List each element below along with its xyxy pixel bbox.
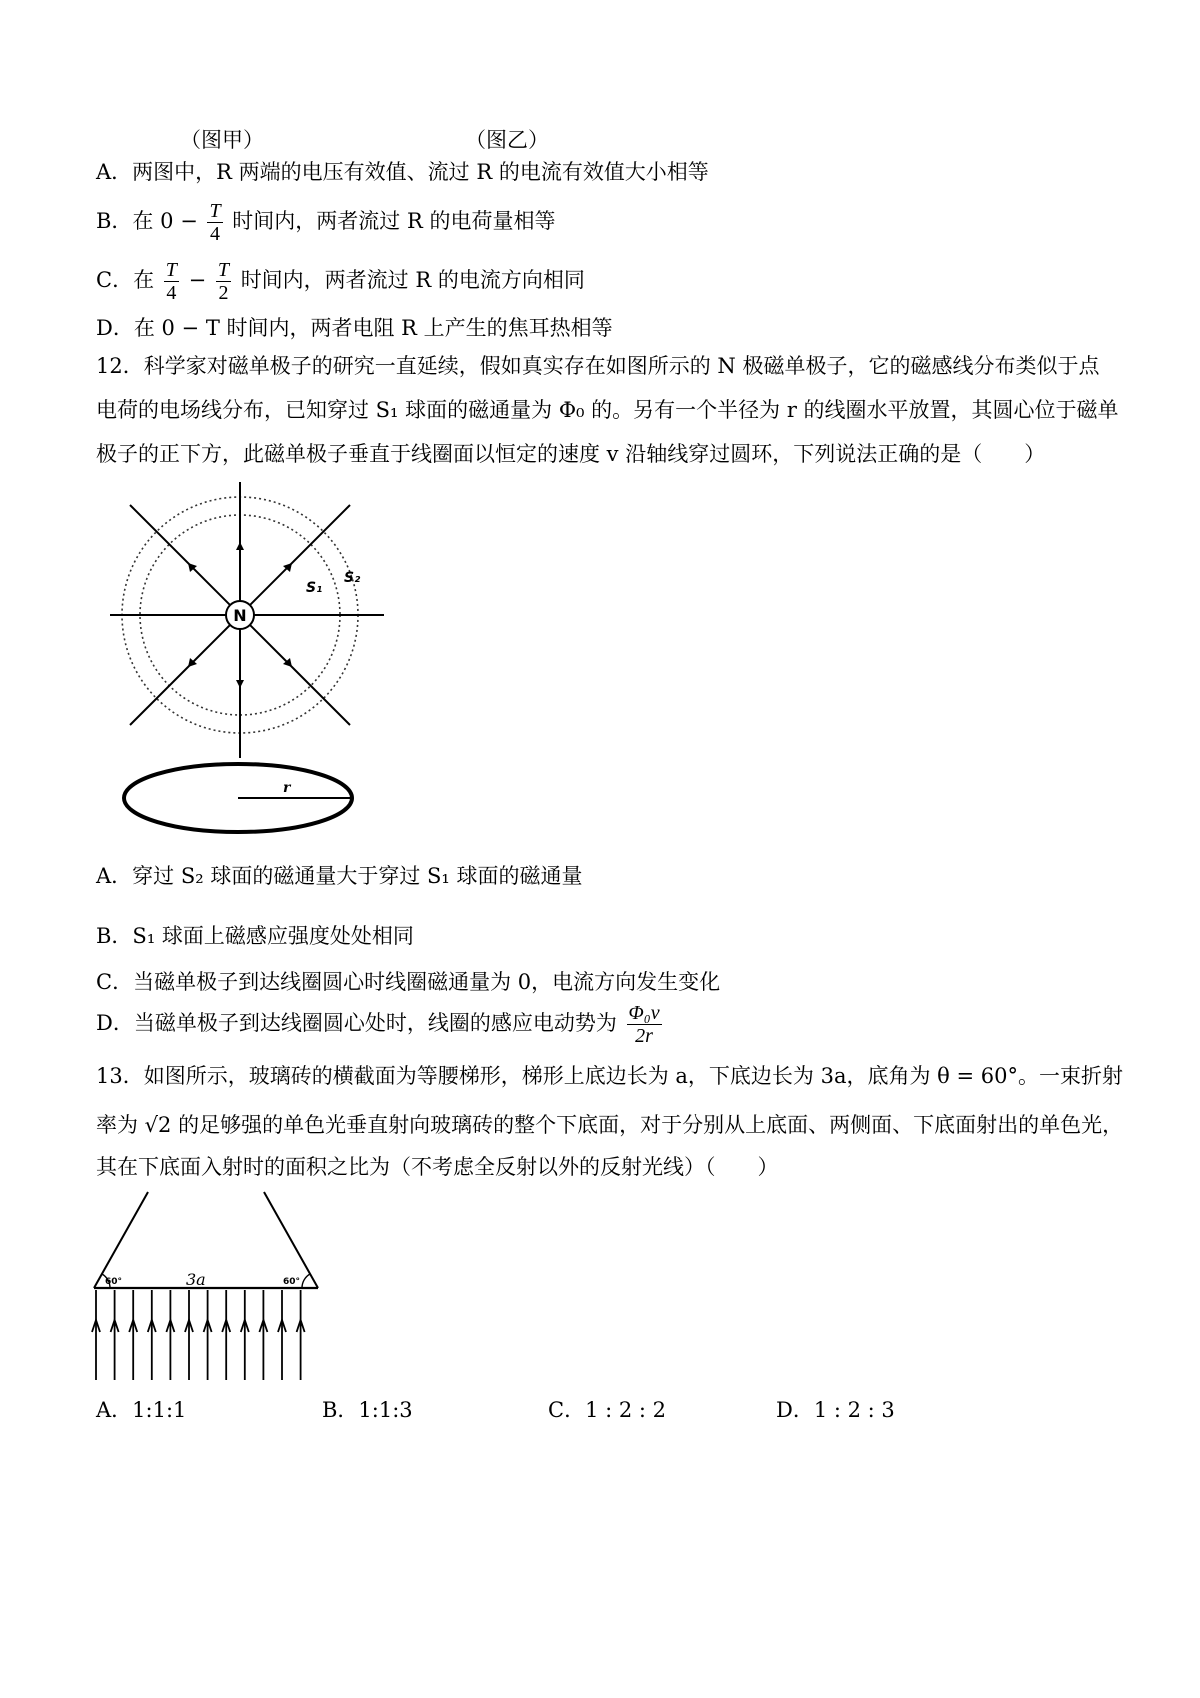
q11-option-d: D．在 0 − T 时间内，两者电阻 R 上产生的焦耳热相等 bbox=[96, 316, 613, 340]
q11-c-minus: − bbox=[188, 268, 207, 292]
q12-stem-line-3: 极子的正下方，此磁单极子垂直于线圈面以恒定的速度 v 沿轴线穿过圆环，下列说法正确的是（ ） bbox=[96, 442, 1046, 466]
q11-b-prefix: B．在 bbox=[96, 209, 154, 233]
q11-c-fraction-1 bbox=[164, 259, 179, 304]
label-s2: S₂ bbox=[344, 570, 361, 586]
caption-fig-yi: （图乙） bbox=[465, 128, 549, 152]
arrow-up-icon bbox=[236, 542, 244, 550]
caption-fig-jia: （图甲） bbox=[180, 128, 264, 152]
q11-b-suffix: 时间内，两者流过 R 的电荷量相等 bbox=[232, 209, 556, 233]
q12-option-d bbox=[96, 1002, 665, 1047]
q13-trapezoid-figure bbox=[88, 1190, 348, 1390]
arrow-down-icon bbox=[236, 680, 244, 688]
incident-light-rays bbox=[92, 1290, 305, 1380]
q11-option-c bbox=[96, 259, 585, 304]
q12-stem-line-1: 12．科学家对磁单极子的研究一直延续，假如真实存在如图所示的 N 极磁单极子，它的磁感线分布类似于点 bbox=[96, 354, 1100, 378]
q11-option-b bbox=[96, 200, 555, 245]
q12-d-denominator: 2r bbox=[635, 1025, 653, 1047]
angle-label-right: 60° bbox=[283, 1277, 301, 1287]
q12-d-numerator: Φ₀v bbox=[628, 1002, 660, 1024]
q11-c-suffix: 时间内，两者流过 R 的电流方向相同 bbox=[240, 268, 585, 292]
q11-b-fraction bbox=[207, 200, 222, 245]
label-s1: S₁ bbox=[306, 580, 323, 596]
q11-b-minus: − bbox=[180, 209, 198, 233]
q11-c-denominator-2: 2 bbox=[218, 282, 229, 304]
q12-option-b: B．S₁ 球面上磁感应强度处处相同 bbox=[96, 924, 414, 948]
coil-radius-label: r bbox=[283, 780, 291, 796]
q13-option-c: C．1 : 2 : 2 bbox=[548, 1398, 667, 1422]
angle-arc-right bbox=[302, 1274, 310, 1288]
north-pole-label: N bbox=[233, 606, 247, 625]
trapezoid-right-side bbox=[264, 1192, 318, 1288]
q11-c-fraction-2 bbox=[216, 259, 231, 304]
base-length-label: 3a bbox=[186, 1270, 206, 1289]
q12-monopole-figure bbox=[110, 480, 410, 850]
q12-option-c: C．当磁单极子到达线圈圆心时线圈磁通量为 0，电流方向发生变化 bbox=[96, 970, 721, 994]
q13-option-b: B．1:1:3 bbox=[322, 1398, 413, 1422]
q11-b-denominator: 4 bbox=[210, 223, 221, 245]
q11-c-prefix: C．在 bbox=[96, 268, 155, 292]
q13-stem-line-1: 13．如图所示，玻璃砖的横截面为等腰梯形，梯形上底边长为 a，下底边长为 3a，底角为 θ = 60°。一束折射 bbox=[96, 1064, 1123, 1088]
q11-b-numerator: T bbox=[209, 200, 221, 222]
q11-c-denominator-1: 4 bbox=[166, 282, 177, 304]
q12-d-fraction bbox=[627, 1002, 662, 1047]
q12-stem-line-2: 电荷的电场线分布，已知穿过 S₁ 球面的磁通量为 Φ₀ 的。另有一个半径为 r 的线圈水平放置，其圆心位于磁单 bbox=[96, 398, 1119, 422]
q11-c-numerator-2: T bbox=[217, 259, 229, 281]
q13-option-d: D．1 : 2 : 3 bbox=[776, 1398, 895, 1422]
q12-d-prefix: D．当磁单极子到达线圈圆心处时，线圈的感应电动势为 bbox=[96, 1011, 617, 1035]
q11-b-zero: 0 bbox=[160, 209, 174, 233]
q13-option-a: A．1:1:1 bbox=[96, 1398, 187, 1422]
q11-c-numerator-1: T bbox=[165, 259, 177, 281]
trapezoid-left-side bbox=[94, 1192, 148, 1288]
q12-option-a: A．穿过 S₂ 球面的磁通量大于穿过 S₁ 球面的磁通量 bbox=[96, 864, 583, 888]
q13-stem-line-3: 其在下底面入射时的面积之比为（不考虑全反射以外的反射光线）（ ） bbox=[96, 1155, 779, 1179]
q13-stem-line-2: 率为 √2 的足够强的单色光垂直射向玻璃砖的整个下底面，对于分别从上底面、两侧面、下底面射出的单色光， bbox=[96, 1113, 1124, 1137]
angle-label-left: 60° bbox=[105, 1277, 123, 1287]
q11-option-a: A．两图中，R 两端的电压有效值、流过 R 的电流有效值大小相等 bbox=[96, 160, 709, 184]
